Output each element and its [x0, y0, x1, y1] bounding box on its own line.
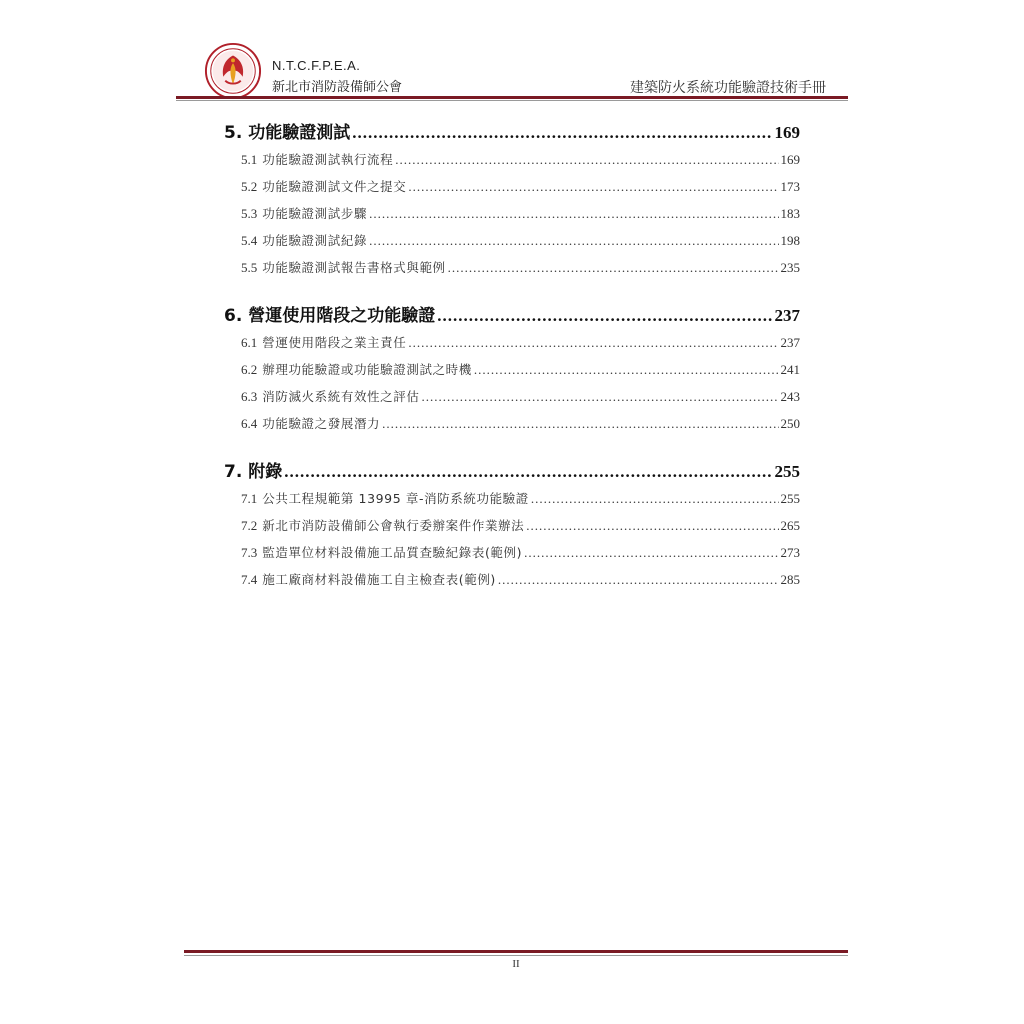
section-page: 235: [780, 260, 800, 275]
section-title: 施工廠商材料設備施工自主檢查表(範例): [262, 572, 496, 587]
chapter-title: 7. 附錄: [224, 462, 283, 482]
section-page: 243: [780, 389, 800, 404]
section-title: 功能驗證測試文件之提交: [262, 179, 407, 194]
toc-chapter-6: [224, 303, 800, 437]
dot-leader: [382, 410, 778, 437]
dot-leader: [369, 227, 778, 254]
dot-leader: [352, 120, 772, 146]
section-number: 5.2: [241, 179, 258, 194]
footer-rule-thin: [184, 955, 848, 956]
dot-leader: [395, 146, 778, 173]
section-page: 265: [780, 518, 800, 533]
section-title: 新北市消防設備師公會執行委辦案件作業辦法: [262, 518, 525, 533]
section-page: 237: [780, 335, 800, 350]
toc-section-entry[interactable]: [224, 200, 800, 227]
dot-leader: [421, 383, 778, 410]
toc-section-entry[interactable]: [224, 410, 800, 437]
toc-section-entry[interactable]: [224, 512, 800, 539]
section-number: 5.4: [241, 233, 258, 248]
phoenix-seal-icon: [204, 42, 262, 100]
dot-leader: [474, 356, 779, 383]
section-title: 功能驗證測試報告書格式與範例: [262, 260, 446, 275]
section-number: 7.4: [241, 572, 258, 587]
section-page: 198: [780, 233, 800, 248]
toc-chapter-entry[interactable]: [224, 303, 800, 329]
dot-leader: [526, 512, 778, 539]
section-number: 6.1: [241, 335, 258, 350]
page-header: [176, 38, 848, 102]
section-page: 285: [780, 572, 800, 587]
section-title: 功能驗證測試步驟: [262, 206, 368, 221]
section-page: 169: [780, 152, 800, 167]
section-number: 7.3: [241, 545, 258, 560]
dot-leader: [284, 459, 772, 485]
section-number: 6.4: [241, 416, 258, 431]
toc-section-entry[interactable]: [224, 254, 800, 281]
toc-chapter-entry[interactable]: [224, 459, 800, 485]
section-title: 消防滅火系統有效性之評估: [262, 389, 420, 404]
section-page: 183: [780, 206, 800, 221]
dot-leader: [531, 485, 779, 512]
section-number: 6.3: [241, 389, 258, 404]
header-rule-thin: [176, 100, 848, 101]
toc-section-entry[interactable]: [224, 383, 800, 410]
page-number: II: [512, 958, 520, 970]
toc-chapter-5: [224, 120, 800, 281]
section-number: 5.1: [241, 152, 258, 167]
toc-section-entry[interactable]: [224, 227, 800, 254]
page-footer: [184, 948, 848, 978]
section-title: 功能驗證之發展潛力: [262, 416, 381, 431]
dot-leader: [369, 200, 778, 227]
chapter-page: 169: [774, 123, 800, 142]
toc-chapter-entry[interactable]: [224, 120, 800, 146]
document-title: 建築防火系統功能驗證技術手冊: [630, 80, 826, 96]
section-title: 功能驗證測試執行流程: [262, 152, 394, 167]
chapter-page: 255: [774, 462, 800, 481]
dot-leader: [408, 173, 778, 200]
dot-leader: [408, 329, 778, 356]
toc-chapter-7: [224, 459, 800, 593]
section-number: 6.2: [241, 362, 258, 377]
toc-section-entry[interactable]: [224, 146, 800, 173]
chapter-title: 6. 營運使用階段之功能驗證: [224, 306, 436, 326]
section-page: 250: [780, 416, 800, 431]
table-of-contents: [224, 120, 800, 615]
section-title: 功能驗證測試紀錄: [262, 233, 368, 248]
section-number: 7.2: [241, 518, 258, 533]
dot-leader: [498, 566, 779, 593]
section-title: 公共工程規範第 13995 章-消防系統功能驗證: [262, 491, 529, 506]
section-number: 7.1: [241, 491, 258, 506]
toc-section-entry[interactable]: [224, 173, 800, 200]
section-title: 辦理功能驗證或功能驗證測試之時機: [262, 362, 472, 377]
section-number: 5.3: [241, 206, 258, 221]
section-page: 173: [780, 179, 800, 194]
section-page: 241: [780, 362, 800, 377]
toc-section-entry[interactable]: [224, 485, 800, 512]
toc-section-entry[interactable]: [224, 356, 800, 383]
chapter-page: 237: [774, 306, 800, 325]
dot-leader: [524, 539, 778, 566]
toc-section-entry[interactable]: [224, 539, 800, 566]
section-number: 5.5: [241, 260, 258, 275]
section-title: 營運使用階段之業主責任: [262, 335, 407, 350]
footer-rule-thick: [184, 950, 848, 953]
org-name: 新北市消防設備師公會: [272, 80, 403, 95]
chapter-title: 5. 功能驗證測試: [224, 123, 351, 143]
section-page: 255: [780, 491, 800, 506]
section-title: 監造單位材料設備施工品質查驗紀錄表(範例): [262, 545, 523, 560]
section-page: 273: [780, 545, 800, 560]
toc-section-entry[interactable]: [224, 329, 800, 356]
toc-section-entry[interactable]: [224, 566, 800, 593]
dot-leader: [448, 254, 779, 281]
dot-leader: [437, 303, 772, 329]
header-rule-thick: [176, 96, 848, 99]
org-abbreviation: N.T.C.F.P.E.A.: [272, 58, 361, 73]
